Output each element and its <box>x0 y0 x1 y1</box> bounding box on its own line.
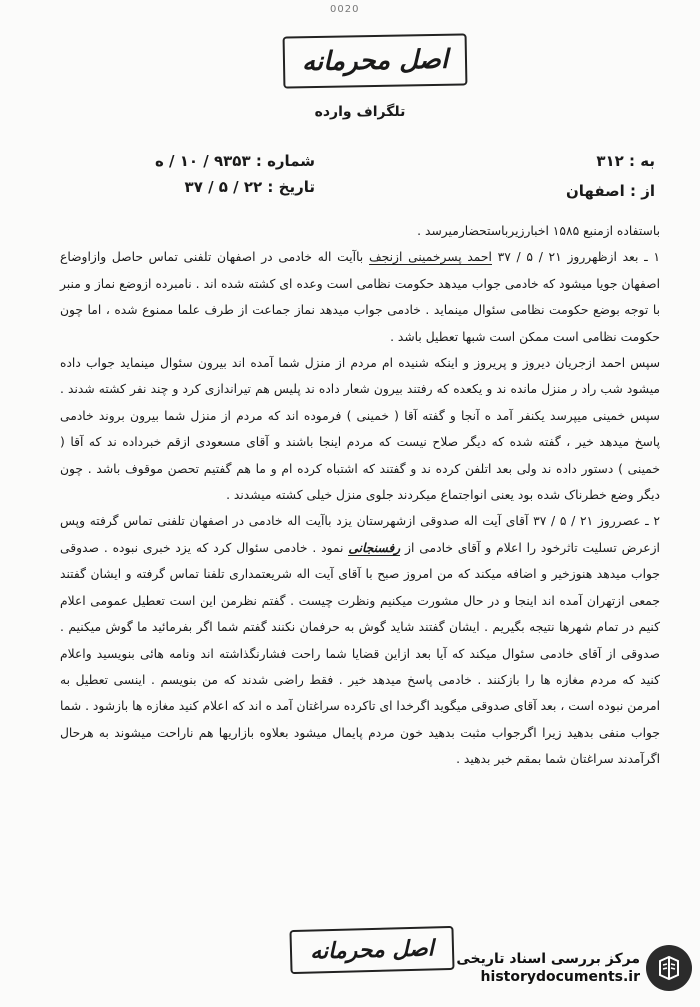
reference-number: شماره : ۹۳۵۳ / ۱۰ / ه <box>154 152 315 170</box>
paragraph-2-text-a: عصرروز ۲۱ / ۵ / ۳۷ آقای آیت اله صدوقی ازشهرستان یزد باآیت اله خادمی در اصفهان تلفنی تماس گرفته وپس ازعرض تسلیت تاثرخود را اعلام و آقای خادمی از <box>60 514 660 555</box>
archive-watermark <box>400 940 692 996</box>
paragraph-1-continued: سپس احمد ازجریان دیروز و پریروز و اینکه شنیده ام مردم از منزل شما آمده اند بیرون سئوال مینماید جواب داده میشود شب راد ر منزل مانده ند و یکعده که رفتند بیرون شعار داده ند پلیس هم تیراندازی کرد و چند نفر کشته شدند . سپس خمینی میپرسد یکنفر آمد ه آنجا و گفته آقا ( خمینی ) فرموده اند که مردم از منزل شما بیرون بروند خادمی پاسخ میدهد خیر ، گفته شده که دیگر صلاح نیست که مردم اینجا باشند و آقای مسعودی ازقم خبرداده ند که آقا ( خمینی ) دستور داده ند ولی بعد اتلفن کرده ند و گفتند که اشتباه کرده ام و ما هم گفتیم تحصن موقوف باشد . چون دیگر وضع خطرناک شده بود یعنی انواجتماع میکردند جلوی منزل خیلی کشته میشدند . <box>60 356 660 503</box>
paragraph-1-text: باآیت اله خادمی در اصفهان تلفنی تماس حاصل وازاوضاع اصفهان جویا میشود که خادمی جواب میدهد حکومت نظامی است وعده ای کشته شده اند . نامبرده ازوضع نماز و منبر با توجه بوضع حکومت نظامی سئوال مینماید . خادمی جواب میدهد نماز جماعت از طرف علما ممنوع شده ، اما چون حکومت نظامی است ممکن است شبها تعطیل باشد . <box>60 250 660 344</box>
paragraph-2-number: ۲ ـ <box>645 514 661 529</box>
paragraph-1-underlined: احمد پسرخمینی ازنجف <box>368 250 492 265</box>
handwritten-insertion: رفسنجانی <box>348 539 401 555</box>
archive-name: مرکز بررسی اسناد تاریخی <box>456 951 640 967</box>
document-number: 0020 <box>330 4 360 15</box>
paragraph-1-date: بعد ازظهرروز ۲۱ / ۵ / ۳۷ <box>497 250 639 265</box>
intro-line: باستفاده ازمنبع ۱۵۸۵ اخبارزیرباستحضارمیرسد . <box>417 224 660 238</box>
sender-line: از : اصفهان <box>566 182 655 200</box>
telegram-body <box>60 218 660 773</box>
archive-logo-icon <box>646 945 692 991</box>
archive-url: historydocuments.ir <box>480 969 640 985</box>
document-date: تاریخ : ۲۲ / ۵ / ۳۷ <box>184 178 315 196</box>
confidential-stamp-bottom: اصل محرمانه <box>289 926 454 974</box>
confidential-stamp-top: اصل محرمانه <box>283 33 468 88</box>
recipient-line: به : ۳۱۲ <box>596 152 655 170</box>
paragraph-2-text-b: نمود . خادمی سئوال کرد که یزد خبری نبوده . صدوقی جواب میدهد هنوزخیر و اضافه میکند که من امروز صبح با آقای آیت اله شریعتمداری تلفنا تماس گرفته و ایشان گفتند جمعی ازتهران آمده اند اینجا و در حال مشورت میکنیم ونظرت چیست . گفتم نظرمن این است تعطیل عمومی اعلام کنیم در تمام شهرها نتیجه بگیریم . ایشان گفتند شاید گوش به حرفمان نکنند گفتم شما اگر بفرمائید ما گوش میکنیم . صدوقی از آقای خادمی سئوال میکند که آیا بعد ازاین قضایا شما راحت فشارنگذاشته اند ونامه هائی بنویسید واعلام کنید که مردم مغازه ها را بازکنند . خادمی پاسخ میدهد خیر . فقط راضی شدند که من بنویسم . اینسی تعطیل به امرمن نبوده است ، بعد آقای صدوقی میگوید اگرخدا ای تاکرده سراغتان آمد ه اند که اعلام کنید مغازه ها بازشود . شما جواب منفی بدهید زیرا اگرجواب مثبت بدهید خون مردم پایمال میشود بعلاوه بازاریها هم ناراحت میشوند به هرحال اگرآمدند سراغتان شما بمقم خبر بدهید . <box>60 540 660 767</box>
paragraph-2 <box>60 508 660 772</box>
paragraph-1 <box>60 244 660 350</box>
paragraph-1-number: ۱ ـ <box>644 250 660 265</box>
document-title: تلگراف وارده <box>314 104 406 120</box>
